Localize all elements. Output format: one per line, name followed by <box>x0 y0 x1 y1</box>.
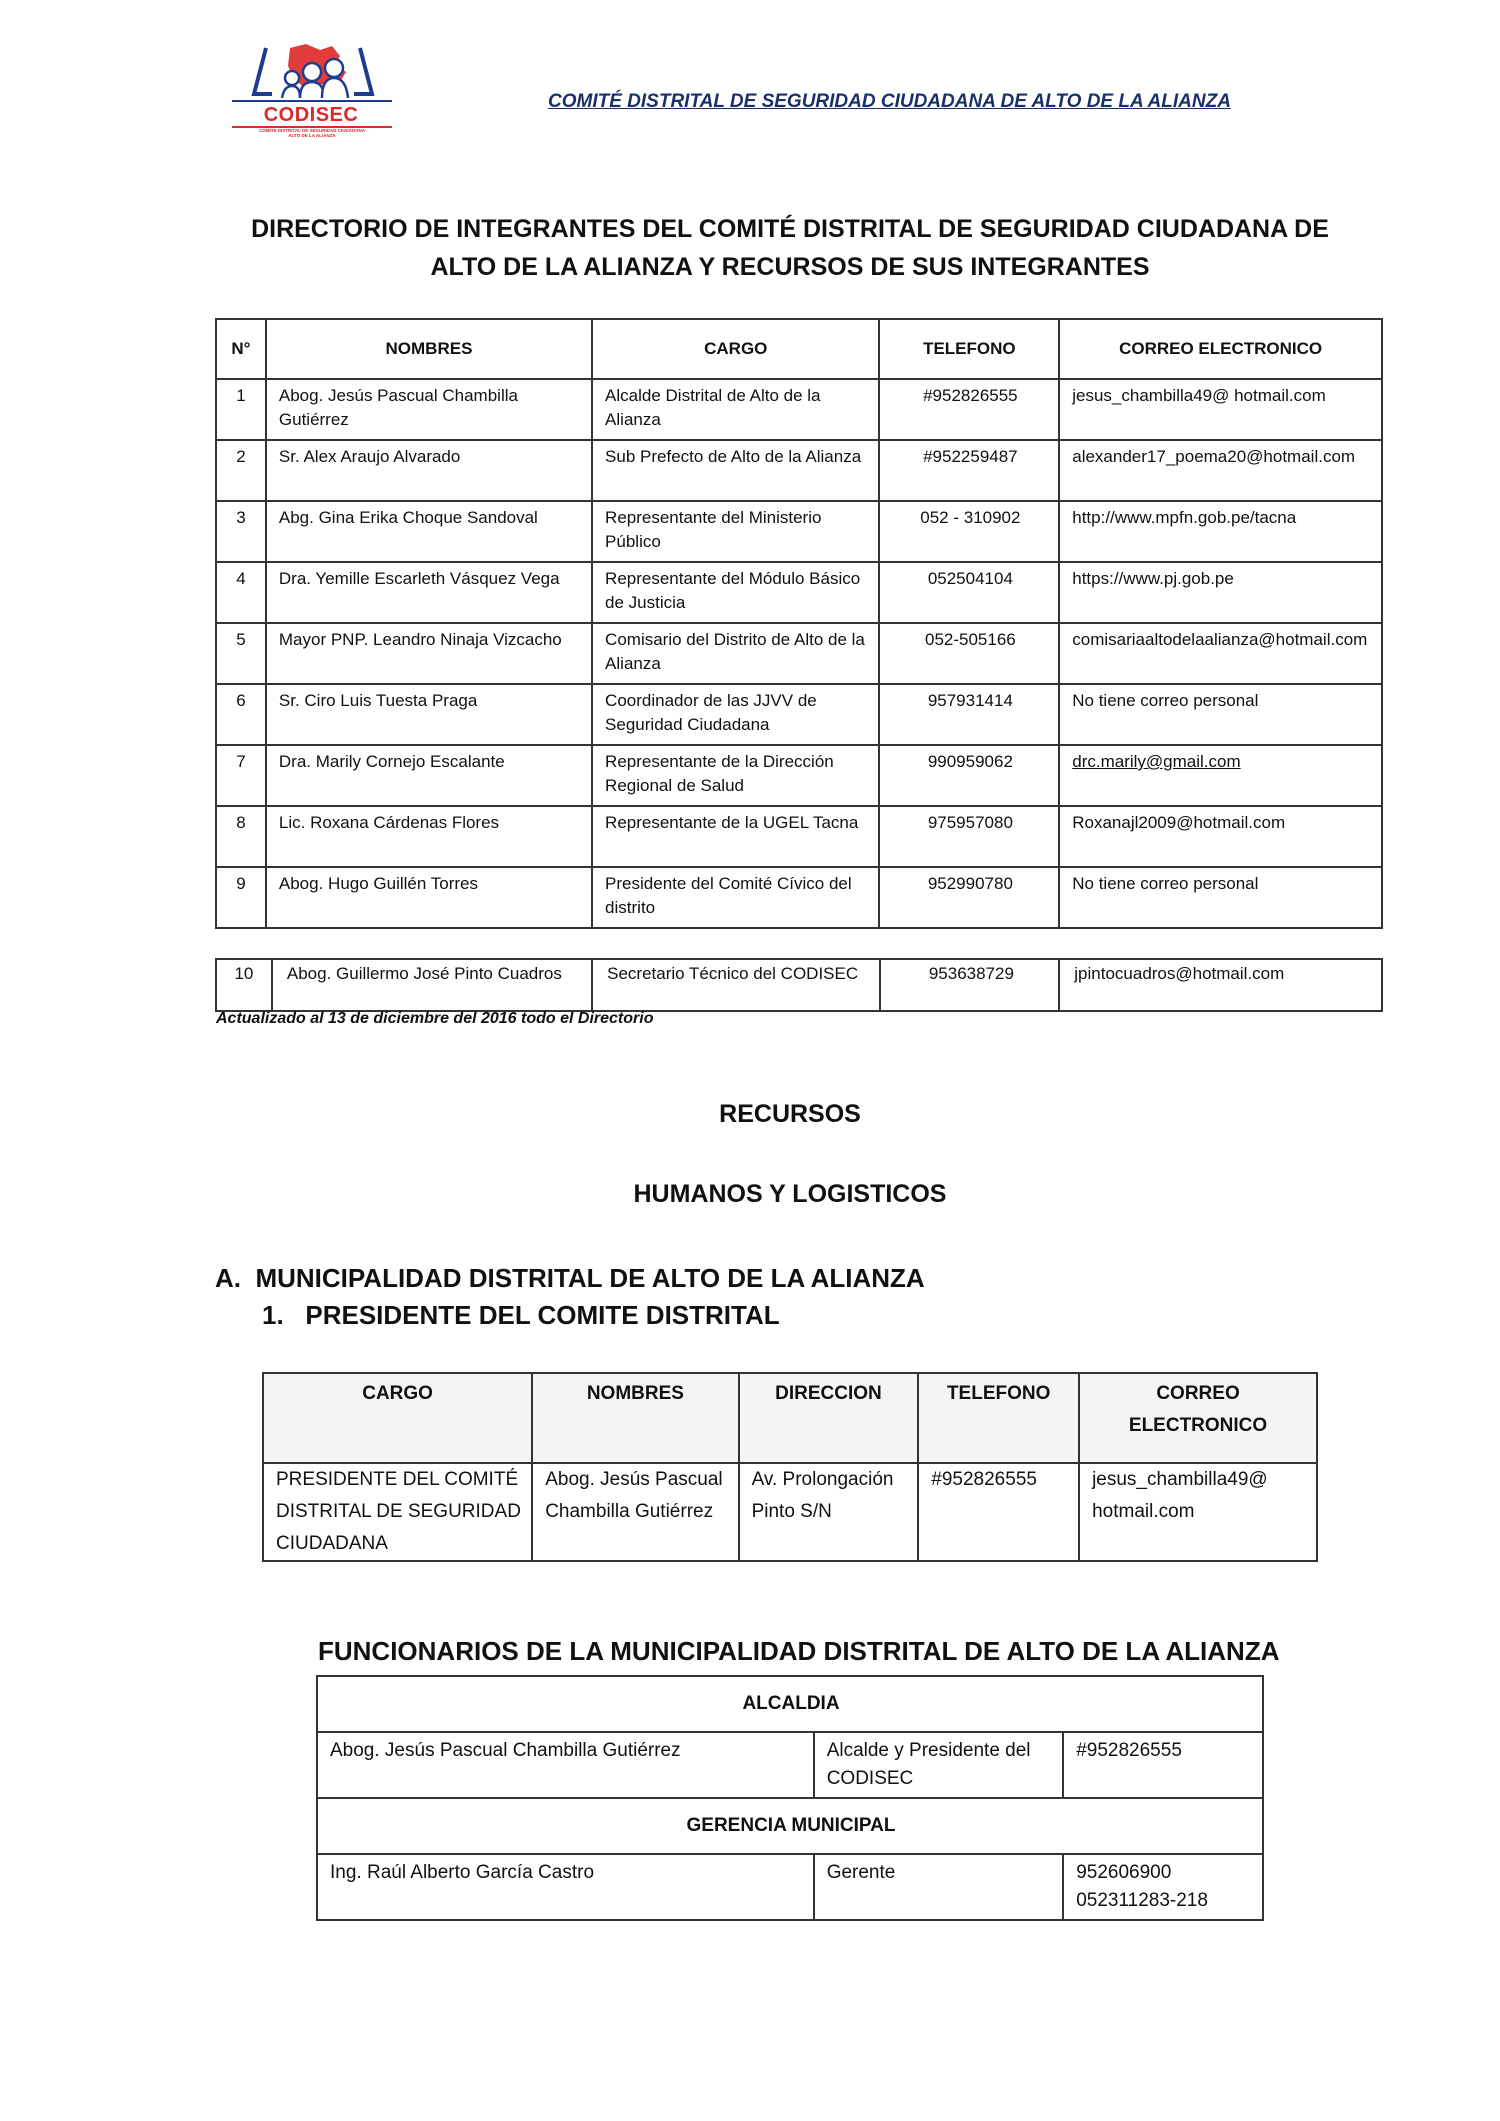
cell-cargo: Sub Prefecto de Alto de la Alianza <box>592 440 879 501</box>
cell-nombre: Dra. Marily Cornejo Escalante <box>266 745 592 806</box>
cell-cargo: Comisario del Distrito de Alto de la Alianza <box>592 623 879 684</box>
cell-number: 7 <box>216 745 266 806</box>
table-header-row <box>216 319 1382 379</box>
page-title: DIRECTORIO DE INTEGRANTES DEL COMITÉ DISTRITAL DE SEGURIDAD CIUDADANA DE ALTO DE LA ALIANZA Y RECURSOS DE SUS INTEGRANTES <box>251 215 1329 281</box>
cell-telefono: #952826555 <box>918 1463 1079 1561</box>
table-row <box>216 501 1382 562</box>
cell-nombre: Abog. Jesús Pascual Chambilla Gutiérrez <box>317 1732 814 1798</box>
cell-telefono: 052-505166 <box>879 623 1059 684</box>
col-header-nombres: NOMBRES <box>266 319 592 379</box>
cell-correo: Roxanajl2009@hotmail.com <box>1059 806 1382 867</box>
cell-cargo: Coordinador de las JJVV de Seguridad Ciudadana <box>592 684 879 745</box>
funcionarios-table <box>316 1675 1264 1921</box>
cell-nombre: Lic. Roxana Cárdenas Flores <box>266 806 592 867</box>
table-row <box>317 1732 1263 1798</box>
cell-correo: No tiene correo personal <box>1059 684 1382 745</box>
resources-subtitle: HUMANOS Y LOGISTICOS <box>633 1180 947 1208</box>
table-row <box>216 867 1382 928</box>
logo-subtitle: COMITE DISTRITAL DE SEGURIDAD CIUDADANA ALTO DE LA ALIANZA <box>258 128 366 138</box>
cell-correo: jesus_chambilla49@ hotmail.com <box>1079 1463 1317 1561</box>
cell-cargo: Secretario Técnico del CODISEC <box>592 959 879 1011</box>
cell-correo-link[interactable]: drc.marily@gmail.com <box>1059 745 1382 806</box>
cell-number: 3 <box>216 501 266 562</box>
col-header-telefono: TELEFONO <box>879 319 1059 379</box>
section-1-heading: 1. PRESIDENTE DEL COMITE DISTRITAL <box>262 1300 780 1330</box>
table-row <box>216 959 1382 1011</box>
section-row-gerencia <box>317 1798 1263 1854</box>
table-row <box>317 1854 1263 1920</box>
table-row <box>263 1463 1317 1561</box>
header-title: COMITÉ DISTRITAL DE SEGURIDAD CIUDADANA DE ALTO DE LA ALIANZA <box>548 91 1231 112</box>
cell-nombre: Dra. Yemille Escarleth Vásquez Vega <box>266 562 592 623</box>
cell-nombre: Abg. Gina Erika Choque Sandoval <box>266 501 592 562</box>
cell-cargo: Presidente del Comité Cívico del distrito <box>592 867 879 928</box>
cell-correo[interactable]: https://www.pj.gob.pe <box>1059 562 1382 623</box>
funcionarios-title: FUNCIONARIOS DE LA MUNICIPALIDAD DISTRITAL DE ALTO DE LA ALIANZA <box>318 1636 1280 1666</box>
col-header-telefono: TELEFONO <box>918 1373 1079 1463</box>
directory-table <box>215 318 1383 929</box>
cell-cargo: Alcalde y Presidente del CODISEC <box>814 1732 1064 1798</box>
cell-cargo: Representante del Módulo Básico de Justicia <box>592 562 879 623</box>
table-row <box>216 440 1382 501</box>
cell-nombre: Ing. Raúl Alberto García Castro <box>317 1854 814 1920</box>
cell-nombre: Sr. Alex Araujo Alvarado <box>266 440 592 501</box>
cell-cargo: Gerente <box>814 1854 1064 1920</box>
codisec-logo <box>228 42 398 142</box>
section-label: ALCALDIA <box>317 1676 1263 1732</box>
cell-nombre: Abog. Guillermo José Pinto Cuadros <box>272 959 592 1011</box>
cell-cargo: PRESIDENTE DEL COMITÉ DISTRITAL DE SEGURIDAD CIUDADANA <box>263 1463 532 1561</box>
cell-nombre: Abog. Hugo Guillén Torres <box>266 867 592 928</box>
logo-emblem-icon <box>228 42 398 104</box>
cell-number: 2 <box>216 440 266 501</box>
table-row <box>216 806 1382 867</box>
cell-number: 1 <box>216 379 266 440</box>
col-header-cargo: CARGO <box>263 1373 532 1463</box>
cell-number: 5 <box>216 623 266 684</box>
logo-title: CODISEC <box>263 104 359 126</box>
cell-correo: comisariaaltodelaalianza@hotmail.com <box>1059 623 1382 684</box>
table-row <box>216 745 1382 806</box>
table-row <box>216 684 1382 745</box>
phone-1: 952606900 <box>1076 1862 1172 1883</box>
cell-cargo: Alcalde Distrital de Alto de la Alianza <box>592 379 879 440</box>
cell-telefono: #952826555 <box>1063 1732 1263 1798</box>
cell-number: 8 <box>216 806 266 867</box>
cell-cargo: Representante del Ministerio Público <box>592 501 879 562</box>
col-header-cargo: CARGO <box>592 319 879 379</box>
col-header-correo: CORREO ELECTRONICO <box>1059 319 1382 379</box>
cell-telefono: #952259487 <box>879 440 1059 501</box>
cell-telefono <box>1063 1854 1263 1920</box>
cell-correo[interactable]: http://www.mpfn.gob.pe/tacna <box>1059 501 1382 562</box>
phone-2: 052311283-218 <box>1076 1890 1208 1911</box>
cell-correo: jpintocuadros@hotmail.com <box>1059 959 1382 1011</box>
cell-telefono: #952826555 <box>879 379 1059 440</box>
cell-number: 9 <box>216 867 266 928</box>
cell-telefono: 975957080 <box>879 806 1059 867</box>
cell-cargo: Representante de la UGEL Tacna <box>592 806 879 867</box>
section-label: GERENCIA MUNICIPAL <box>317 1798 1263 1854</box>
cell-direccion: Av. Prolongación Pinto S/N <box>739 1463 919 1561</box>
cell-telefono: 953638729 <box>880 959 1060 1011</box>
cell-number: 4 <box>216 562 266 623</box>
cell-number: 6 <box>216 684 266 745</box>
cell-correo: alexander17_poema20@hotmail.com <box>1059 440 1382 501</box>
cell-nombre: Abog. Jesús Pascual Chambilla Gutiérrez <box>266 379 592 440</box>
president-table <box>262 1372 1318 1562</box>
table-row <box>216 562 1382 623</box>
table-row <box>216 379 1382 440</box>
cell-telefono: 990959062 <box>879 745 1059 806</box>
table-header-row <box>263 1373 1317 1463</box>
section-row-alcaldia <box>317 1676 1263 1732</box>
cell-telefono: 052 - 310902 <box>879 501 1059 562</box>
cell-correo: jesus_chambilla49@ hotmail.com <box>1059 379 1382 440</box>
cell-correo: No tiene correo personal <box>1059 867 1382 928</box>
cell-telefono: 957931414 <box>879 684 1059 745</box>
updated-note: Actualizado al 13 de diciembre del 2016 todo el Directorio <box>216 1010 654 1027</box>
resources-title: RECURSOS <box>719 1100 861 1128</box>
col-header-nombres: NOMBRES <box>532 1373 738 1463</box>
col-header-direccion: DIRECCION <box>739 1373 919 1463</box>
cell-number: 10 <box>216 959 272 1011</box>
cell-nombre: Sr. Ciro Luis Tuesta Praga <box>266 684 592 745</box>
cell-nombre: Mayor PNP. Leandro Ninaja Vizcacho <box>266 623 592 684</box>
cell-cargo: Representante de la Dirección Regional de Salud <box>592 745 879 806</box>
section-a-heading: A. MUNICIPALIDAD DISTRITAL DE ALTO DE LA ALIANZA <box>215 1263 925 1293</box>
cell-telefono: 952990780 <box>879 867 1059 928</box>
col-header-number: N° <box>216 319 266 379</box>
cell-nombres: Abog. Jesús Pascual Chambilla Gutiérrez <box>532 1463 738 1561</box>
table-row <box>216 623 1382 684</box>
col-header-correo: CORREO ELECTRONICO <box>1079 1373 1317 1463</box>
cell-telefono: 052504104 <box>879 562 1059 623</box>
directory-table-continued <box>215 958 1383 1012</box>
